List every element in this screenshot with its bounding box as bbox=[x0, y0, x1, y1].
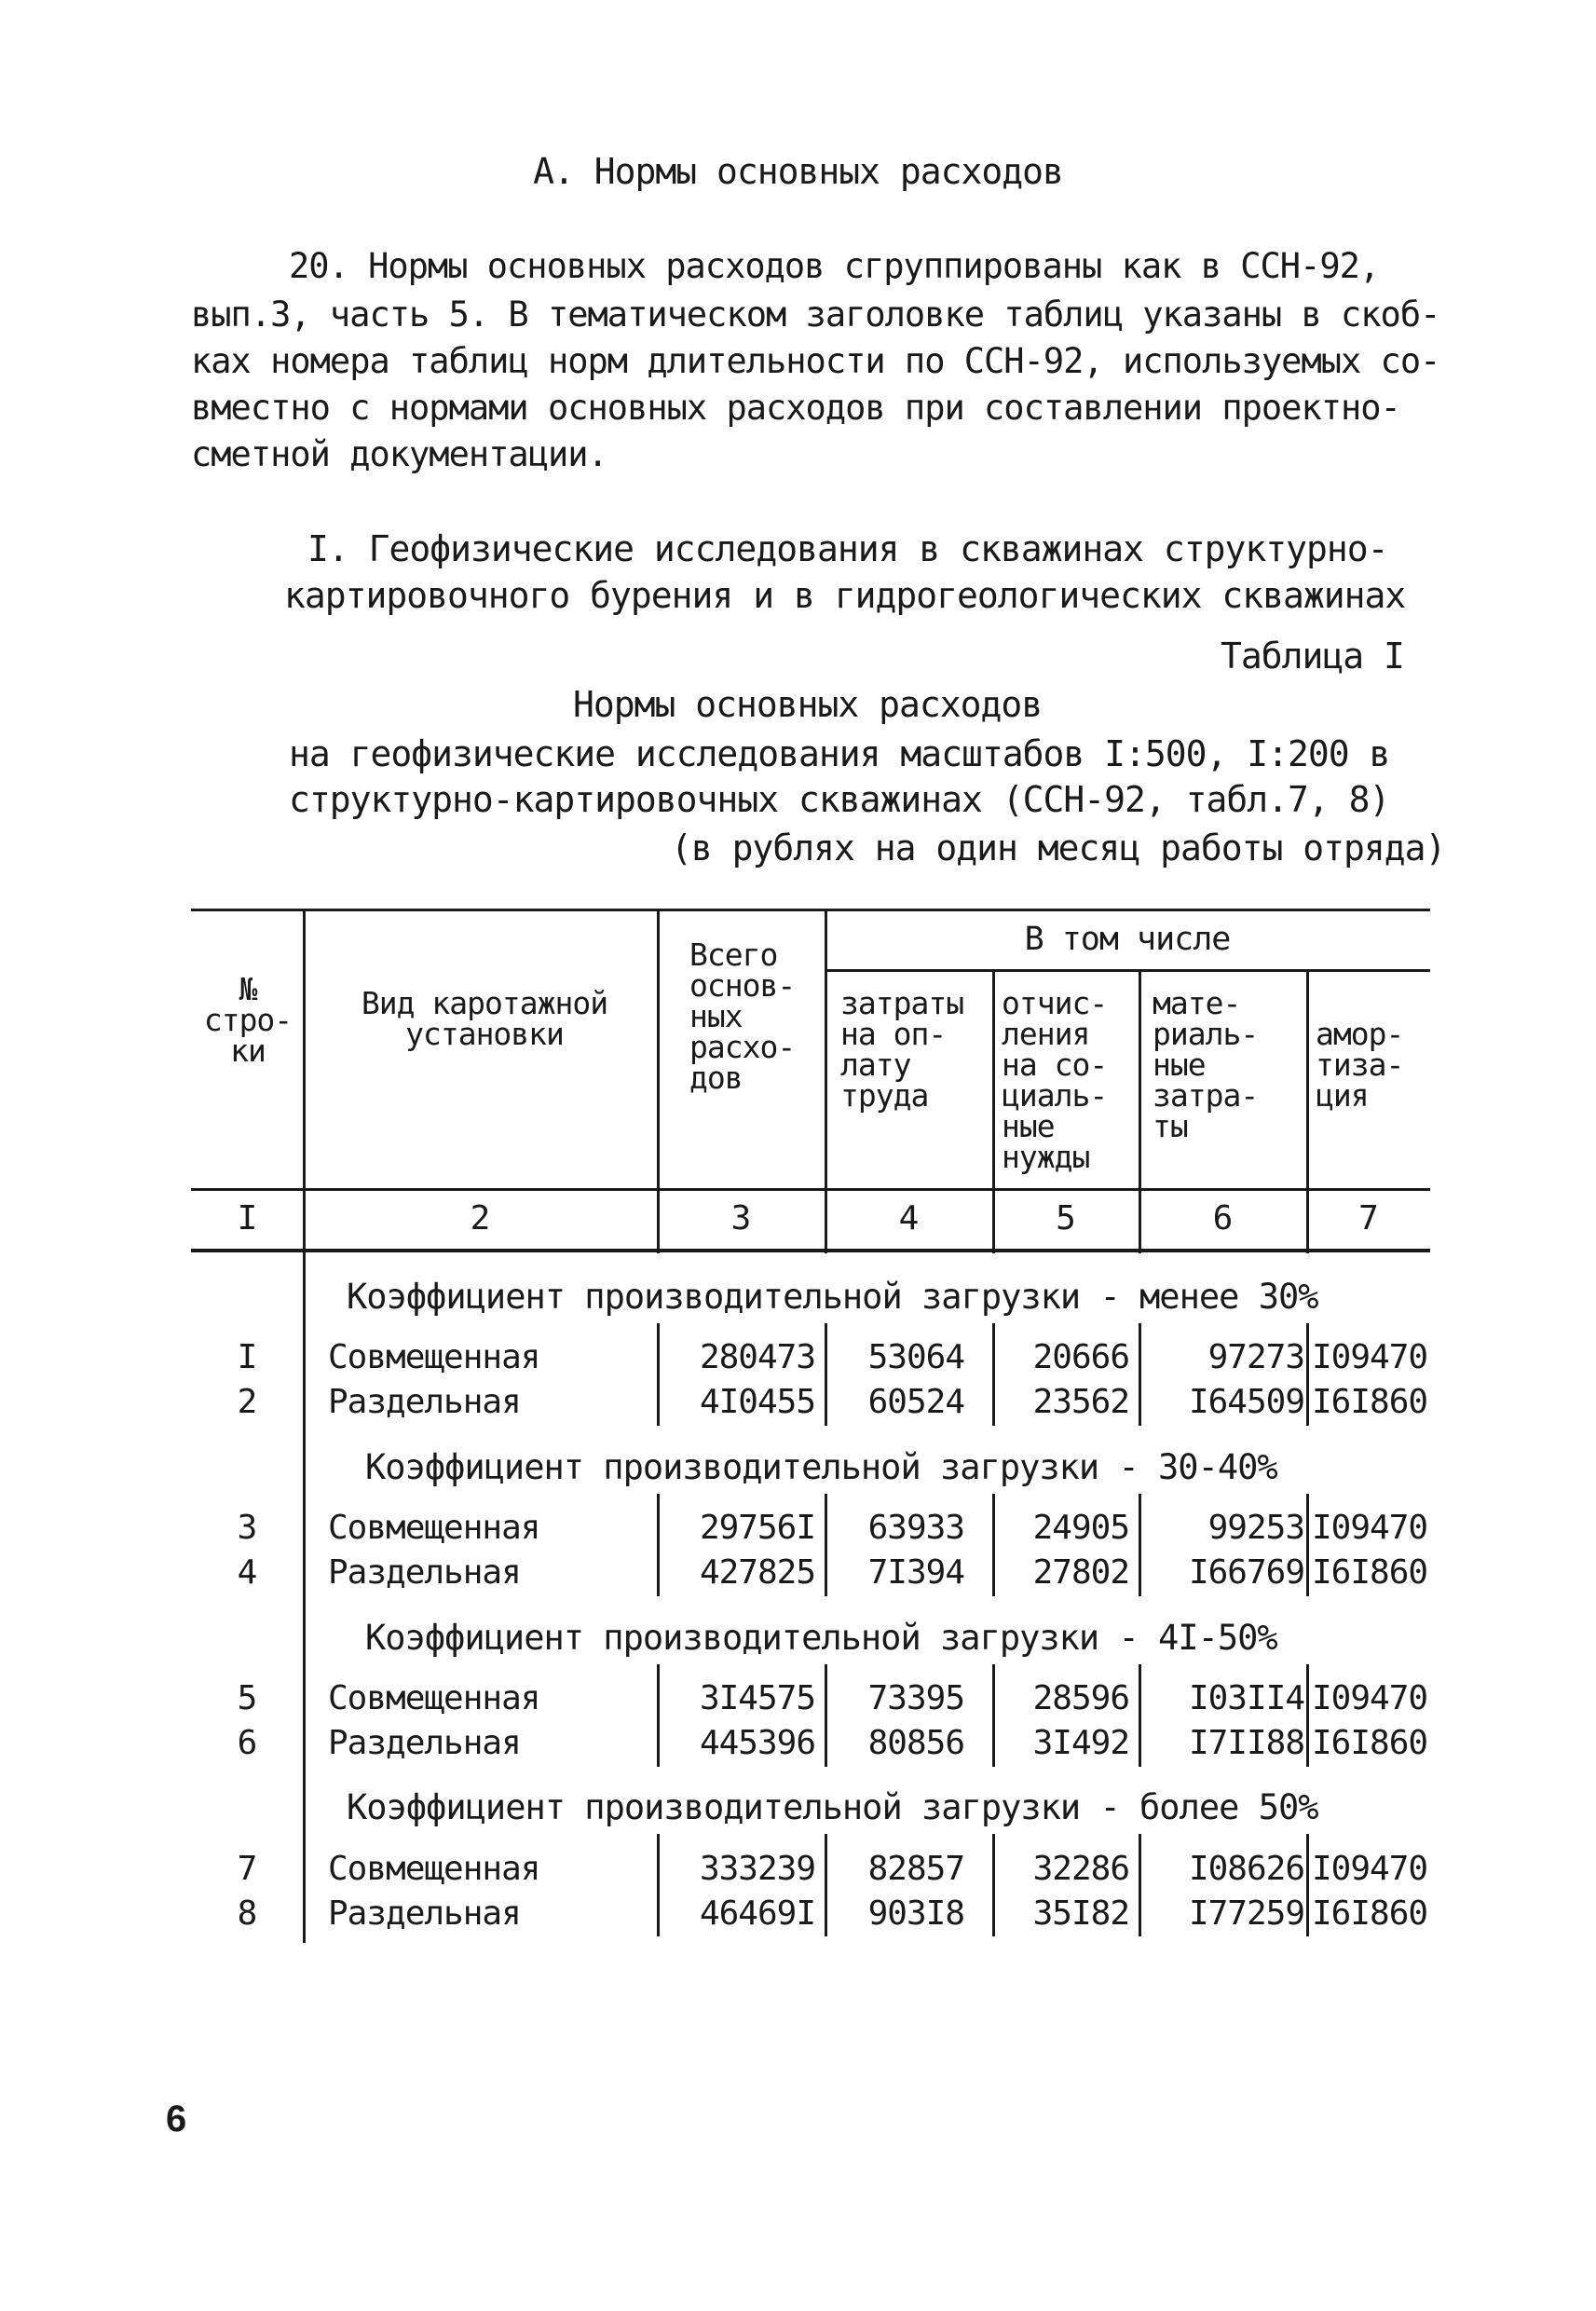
cell-labor: 82857 bbox=[867, 1850, 964, 1888]
cell-total: 4I0455 bbox=[699, 1383, 815, 1421]
table-caption: на геофизические исследования масштабов I:500, I:200 в bbox=[289, 733, 1390, 774]
row-number: I bbox=[237, 1338, 257, 1376]
column-number: 5 bbox=[1056, 1199, 1075, 1238]
header-labor: затраты на оп- лату труда bbox=[840, 985, 964, 1114]
paragraph-line: 20. Нормы основных расходов сгруппированы как в ССН-92, bbox=[289, 246, 1380, 286]
cell-materials: I7II88 bbox=[1188, 1724, 1304, 1762]
row-number: 4 bbox=[237, 1553, 257, 1592]
table-label: Таблица I bbox=[1221, 636, 1404, 677]
row-number: 2 bbox=[237, 1383, 257, 1421]
row-type: Совмещенная bbox=[328, 1679, 540, 1717]
table-caption: (в рублях на один месяц работы отряда) bbox=[671, 827, 1446, 868]
cell-social: 20666 bbox=[1032, 1338, 1129, 1376]
cell-social: 3I492 bbox=[1032, 1724, 1129, 1762]
column-number: 3 bbox=[730, 1199, 751, 1238]
cell-labor: 80856 bbox=[867, 1724, 964, 1762]
subheader-rule bbox=[825, 969, 1430, 972]
col-divider bbox=[1306, 1664, 1309, 1767]
group-title: Коэффициент производительной загрузки - более 50% bbox=[347, 1787, 1318, 1827]
col-divider bbox=[1306, 1834, 1309, 1936]
cell-amort: I6I860 bbox=[1312, 1724, 1428, 1762]
row-type: Совмещенная bbox=[328, 1850, 540, 1888]
col-divider bbox=[1306, 1323, 1309, 1426]
header-row-no: № стро- ки bbox=[203, 971, 293, 1069]
cell-labor: 60524 bbox=[867, 1383, 964, 1421]
group-title: Коэффициент производительной загрузки - 30-40% bbox=[365, 1447, 1277, 1487]
col-divider bbox=[1306, 1494, 1309, 1596]
row-type: Совмещенная bbox=[328, 1509, 540, 1547]
row-type: Совмещенная bbox=[328, 1338, 540, 1376]
cell-materials: 97273 bbox=[1207, 1338, 1304, 1376]
cell-social: 24905 bbox=[1032, 1509, 1129, 1547]
column-number: I bbox=[237, 1199, 257, 1238]
cell-total: 29756I bbox=[699, 1509, 815, 1547]
subsection-title: картировочного бурения и в гидрогеологических скважинах bbox=[284, 575, 1406, 616]
cell-amort: I6I860 bbox=[1312, 1894, 1428, 1933]
row-type: Раздельная bbox=[328, 1553, 521, 1592]
cell-amort: I09470 bbox=[1312, 1679, 1428, 1717]
paragraph-line: сметной документации. bbox=[191, 434, 607, 474]
header-type: Вид каротажной установки bbox=[361, 985, 608, 1052]
page-number: 6 bbox=[166, 2099, 187, 2140]
cell-social: 23562 bbox=[1032, 1383, 1129, 1421]
column-number: 7 bbox=[1358, 1199, 1378, 1238]
cell-amort: I6I860 bbox=[1312, 1553, 1428, 1592]
cell-materials: I03II4 bbox=[1188, 1679, 1304, 1717]
header-amort: амор- тиза- ция bbox=[1316, 1016, 1404, 1114]
subsection-title: I. Геофизические исследования в скважинах структурно- bbox=[307, 528, 1388, 569]
row-number: 5 bbox=[237, 1679, 257, 1717]
row-type: Раздельная bbox=[328, 1894, 521, 1933]
group-title: Коэффициент производительной загрузки - менее 30% bbox=[347, 1277, 1318, 1317]
cell-total: 333239 bbox=[699, 1850, 815, 1888]
header-total: Всего основ- ных расхо- дов bbox=[689, 937, 796, 1096]
cell-amort: I09470 bbox=[1312, 1850, 1428, 1888]
column-number: 4 bbox=[898, 1199, 919, 1238]
row-number: 3 bbox=[237, 1509, 257, 1547]
cell-amort: I6I860 bbox=[1312, 1383, 1428, 1421]
cell-labor: 53064 bbox=[867, 1338, 964, 1376]
paragraph-line: ках номера таблиц норм длительности по ССН-92, используемых со- bbox=[191, 341, 1440, 381]
row-number: 6 bbox=[237, 1724, 257, 1762]
column-number: 2 bbox=[470, 1199, 490, 1238]
section-heading: А. Нормы основных расходов bbox=[533, 151, 1063, 192]
header-materials: мате- риаль- ные затра- ты bbox=[1153, 985, 1259, 1144]
cell-labor: 7I394 bbox=[867, 1553, 964, 1592]
cell-social: 27802 bbox=[1032, 1553, 1129, 1592]
paragraph-line: вместно с нормами основных расходов при составлении проектно- bbox=[191, 388, 1400, 428]
row-type: Раздельная bbox=[328, 1383, 521, 1421]
table-top-rule bbox=[191, 909, 1430, 911]
header-bottom-rule bbox=[191, 1188, 1430, 1191]
cell-materials: I77259 bbox=[1188, 1894, 1304, 1933]
cell-materials: I66769 bbox=[1188, 1553, 1304, 1592]
cell-materials: I08626 bbox=[1188, 1850, 1304, 1888]
cell-labor: 903I8 bbox=[867, 1894, 964, 1933]
colnum-bottom-rule bbox=[191, 1249, 1430, 1252]
cell-social: 28596 bbox=[1032, 1679, 1129, 1717]
cell-materials: 99253 bbox=[1207, 1509, 1304, 1547]
table-caption: Нормы основных расходов bbox=[573, 684, 1043, 725]
row-number: 8 bbox=[237, 1894, 257, 1933]
cell-social: 35I82 bbox=[1032, 1894, 1129, 1933]
cell-total: 46469I bbox=[699, 1894, 815, 1933]
cell-labor: 73395 bbox=[867, 1679, 964, 1717]
cell-materials: I64509 bbox=[1188, 1383, 1304, 1421]
row-number: 7 bbox=[237, 1850, 257, 1888]
cell-amort: I09470 bbox=[1312, 1509, 1428, 1547]
cell-social: 32286 bbox=[1032, 1850, 1129, 1888]
cell-labor: 63933 bbox=[867, 1509, 964, 1547]
cell-total: 3I4575 bbox=[699, 1679, 815, 1717]
header-social: отчис- ления на со- циаль- ные нужды bbox=[1002, 985, 1108, 1175]
cell-total: 445396 bbox=[699, 1724, 815, 1762]
group-title: Коэффициент производительной загрузки - 4I-50% bbox=[365, 1618, 1277, 1658]
cell-total: 280473 bbox=[699, 1338, 815, 1376]
cell-amort: I09470 bbox=[1312, 1338, 1428, 1376]
col-divider bbox=[303, 1249, 306, 1943]
table-caption: структурно-картировочных скважинах (ССН-92, табл.7, 8) bbox=[289, 779, 1390, 820]
column-number: 6 bbox=[1212, 1199, 1233, 1238]
header-including: В том числе bbox=[1024, 921, 1231, 958]
cell-total: 427825 bbox=[699, 1553, 815, 1592]
paragraph-line: вып.3, часть 5. В тематическом заголовке таблиц указаны в скоб- bbox=[191, 294, 1440, 335]
row-type: Раздельная bbox=[328, 1724, 521, 1762]
